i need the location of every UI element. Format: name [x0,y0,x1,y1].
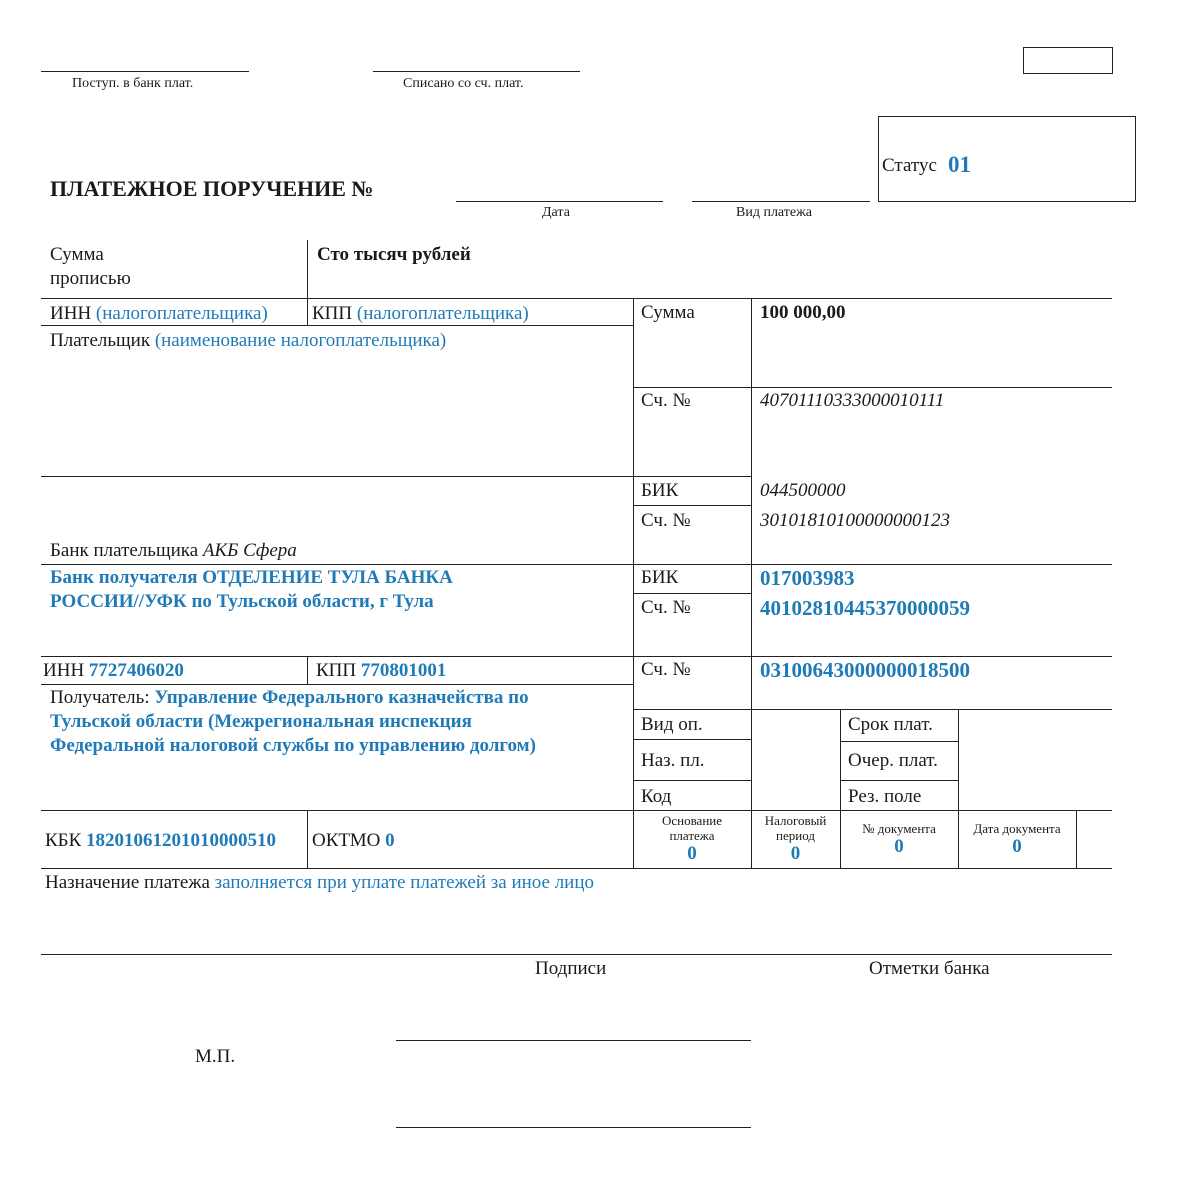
oktmo-label: ОКТМО [312,830,381,851]
date-line [456,201,663,202]
kbk-oktmo-divider [307,810,308,868]
payer-inn-label: ИНН [50,303,92,324]
recipient-inn [43,660,184,682]
recipient-line-1 [50,687,529,709]
purpose-code-label: Наз. пл. [641,750,705,771]
recipient-name-2: Тульской области (Межрегиональная инспекция [50,711,472,732]
row-line-325 [41,325,633,326]
form-code-box [1023,47,1113,74]
signature-line-2 [396,1127,751,1128]
recipient-bik-value: 017003983 [760,566,855,590]
row-line-868 [41,868,1112,869]
col-line-751 [751,298,752,868]
debited-label: Списано со сч. плат. [403,76,524,91]
payer-bank-label: Банк плательщика [50,540,199,561]
row-line-780b [840,780,958,781]
recipient-account-label: Сч. № [641,659,691,680]
reserve-label: Рез. поле [848,786,922,807]
oktmo-value: 0 [385,830,395,851]
row-line-387 [633,387,1112,388]
row-line-564 [41,564,1112,565]
row-line-656 [41,656,1112,657]
basis-label-2: платежа [669,828,715,843]
received-date-line [41,71,249,72]
status-label: Статус [882,155,937,176]
payer-account-value: 40701110333000010111 [760,390,945,411]
payer-name [50,330,446,352]
amount-value: 100 000,00 [760,302,846,323]
recipient-inn-kpp-divider [307,656,308,684]
payer-bank-account-value: 30101810100000000123 [760,510,950,531]
doc-date-value: 0 [1012,836,1022,857]
row-line-741 [840,741,958,742]
received-label: Поступ. в банк плат. [72,76,194,91]
row-line-684 [41,684,633,685]
recipient-account-value: 03100643000000018500 [760,658,970,682]
row-line-810 [41,810,1112,811]
row-line-505 [633,505,751,506]
payer-inn [50,303,268,325]
row-line-709 [633,709,1112,710]
amount-label: Сумма [641,302,695,323]
payer-kpp-label: КПП [312,303,353,324]
recipient-bank-line-2: РОССИИ//УФК по Тульской области, г Тула [50,591,434,612]
doc-no-label: № документа [862,821,936,836]
recipient-bank-account-label: Сч. № [641,597,691,618]
debited-date-line [373,71,580,72]
payer-name-label: Плательщик [50,330,151,351]
doc-no-value: 0 [894,836,904,857]
stamp-label: М.П. [195,1046,236,1067]
payer-inn-kpp-divider [307,298,308,325]
doc-no-cell [840,821,958,858]
payer-bik-label: БИК [641,480,679,501]
recipient-inn-value: 7727406020 [88,660,184,681]
row-line-476 [41,476,751,477]
amount-words-value: Сто тысяч рублей [317,244,471,265]
doc-date-cell [958,821,1076,858]
row-line-298 [41,298,1112,299]
payer-bank [50,540,297,562]
col-line-1076 [1076,810,1077,868]
kbk-label: КБК [45,830,82,851]
signature-line-1 [396,1040,751,1041]
recipient-name-1: Управление Федерального казначейства по [154,687,529,708]
payment-type-line [692,201,870,202]
recipient-inn-label: ИНН [43,660,85,681]
date-label: Дата [542,205,570,220]
recipient-bik-label: БИК [641,567,679,588]
purpose-value: заполняется при уплате платежей за иное лицо [214,872,595,893]
period-label-2: период [776,828,815,843]
period-value: 0 [790,843,801,864]
payer-name-hint: (наименование налогоплательщика) [154,330,447,351]
purpose [45,872,594,894]
page-title: ПЛАТЕЖНОЕ ПОРУЧЕНИЕ № [50,176,374,201]
recipient-kpp-label: КПП [316,660,357,681]
payer-bik-value: 044500000 [760,480,846,501]
amount-words-divider [307,240,308,298]
purpose-label: Назначение платежа [45,872,210,893]
doc-date-label: Дата документа [973,821,1061,836]
basis-cell [633,813,751,865]
kbk [45,830,276,852]
basis-label-1: Основание [661,813,723,828]
period-label-1: Налоговый [764,813,827,828]
order-label: Очер. плат. [848,750,938,771]
payer-account-label: Сч. № [641,390,691,411]
period-cell [751,813,840,865]
col-line-633 [633,298,634,868]
deadline-label: Срок плат. [848,714,933,735]
recipient-name-3: Федеральной налоговой службы по управлению долгом) [50,735,536,756]
oktmo [312,830,395,852]
signatures-label: Подписи [535,958,607,979]
code-label: Код [641,786,672,807]
recipient-bank-account-value: 40102810445370000059 [760,596,970,620]
amount-words-label-1: Сумма [50,244,104,265]
recipient-label: Получатель: [50,687,150,708]
recipient-kpp-value: 770801001 [360,660,447,681]
amount-words-label-2: прописью [50,268,131,289]
payer-inn-hint: (налогоплательщика) [95,303,268,324]
op-type-label: Вид оп. [641,714,703,735]
payer-kpp-hint: (налогоплательщика) [356,303,529,324]
payer-kpp [312,303,529,325]
payer-bank-account-label: Сч. № [641,510,691,531]
recipient-bank-line-1: Банк получателя ОТДЕЛЕНИЕ ТУЛА БАНКА [50,567,453,588]
kbk-value: 18201061201010000510 [86,830,277,851]
row-line-739 [633,739,751,740]
row-line-780 [633,780,751,781]
bank-marks-label: Отметки банка [869,958,990,979]
payment-type-label: Вид платежа [736,205,813,220]
payer-bank-name: АКБ Сфера [202,540,297,561]
status-value: 01 [948,152,971,177]
basis-value: 0 [687,843,697,864]
row-line-593 [633,593,751,594]
purpose-bottom-line [41,954,1112,955]
recipient-kpp [316,660,446,682]
